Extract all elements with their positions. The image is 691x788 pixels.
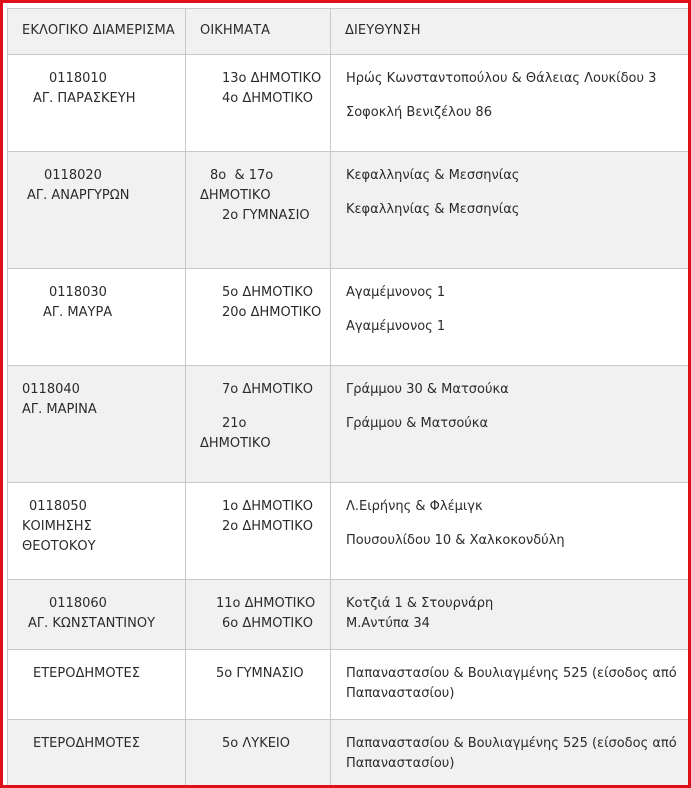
address-cell: [331, 580, 691, 650]
buildings-cell: [186, 269, 331, 366]
district-name: ΑΓ. ΚΩΝΣΤΑΝΤΙΝΟΥ: [28, 616, 156, 631]
address-cell: [331, 55, 691, 152]
building-name: 5ο ΛΥΚΕΙΟ: [222, 736, 290, 751]
address-cell: [331, 366, 691, 483]
district-code: 0118030: [49, 285, 107, 300]
building-name: 5ο ΓΥΜΝΑΣΙΟ: [216, 666, 304, 681]
building-name: ΔΗΜΟΤΙΚΟ: [200, 188, 271, 203]
district-name: ΑΓ. ΜΑΡΙΝΑ: [22, 402, 97, 417]
buildings-cell: [186, 55, 331, 152]
address-cell: [331, 720, 691, 788]
address-cell: [331, 650, 691, 720]
building-name: 1ο ΔΗΜΟΤΙΚΟ: [222, 499, 314, 514]
address-cell: [331, 483, 691, 580]
table-row: [8, 152, 691, 269]
address-line: Κεφαλληνίας & Μεσσηνίας: [346, 168, 520, 183]
table-row: [8, 269, 691, 366]
buildings-cell: [186, 720, 331, 788]
building-name: 8ο & 17ο: [210, 168, 274, 183]
address-line: Λ.Ειρήνης & Φλέμιγκ: [346, 499, 483, 514]
table-row: [8, 483, 691, 580]
address-line: Κοτζιά 1 & Στουρνάρη: [346, 596, 494, 611]
address-line: Γράμμου 30 & Ματσούκα: [346, 382, 509, 397]
building-name: 2ο ΓΥΜΝΑΣΙΟ: [222, 208, 310, 223]
district-name: ΕΤΕΡΟΔΗΜΟΤΕΣ: [33, 666, 140, 681]
building-name: 2ο ΔΗΜΟΤΙΚΟ: [222, 519, 314, 534]
address-cell: [331, 269, 691, 366]
buildings-cell: [186, 580, 331, 650]
district-cell: [8, 152, 186, 269]
table-row: [8, 366, 691, 483]
district-name: ΑΓ. ΠΑΡΑΣΚΕΥΗ: [33, 91, 136, 106]
district-name: ΕΤΕΡΟΔΗΜΟΤΕΣ: [33, 736, 140, 751]
address-cell: [331, 152, 691, 269]
building-name: 5ο ΔΗΜΟΤΙΚΟ: [222, 285, 314, 300]
building-name: 7ο ΔΗΜΟΤΙΚΟ: [222, 382, 314, 397]
district-cell: [8, 580, 186, 650]
address-line: Πουσουλίδου 10 & Χαλκοκονδύλη: [346, 533, 565, 548]
building-name: 4ο ΔΗΜΟΤΙΚΟ: [222, 91, 314, 106]
address-line: Παπαναστασίου & Βουλιαγμένης 525 (είσοδος από Παπαναστασίου): [346, 736, 677, 771]
header-address: ΔΙΕΥΘΥΝΣΗ: [331, 9, 691, 55]
district-cell: [8, 55, 186, 152]
address-line: Παπαναστασίου & Βουλιαγμένης 525 (είσοδος από Παπαναστασίου): [346, 666, 677, 701]
district-cell: [8, 720, 186, 788]
address-line: Σοφοκλή Βενιζέλου 86: [346, 105, 492, 120]
district-name: ΘΕΟΤΟΚΟΥ: [22, 539, 96, 554]
address-line: Αγαμέμνονος 1: [346, 319, 446, 334]
address-line: Αγαμέμνονος 1: [346, 285, 446, 300]
district-cell: [8, 366, 186, 483]
table-row: [8, 55, 691, 152]
district-name: ΑΓ. ΜΑΥΡΑ: [43, 305, 113, 320]
building-name: ΔΗΜΟΤΙΚΟ: [200, 436, 271, 451]
district-code: 0118060: [49, 596, 107, 611]
building-name: 6ο ΔΗΜΟΤΙΚΟ: [222, 616, 314, 631]
table-row: [8, 650, 691, 720]
district-code: 0118050: [29, 499, 87, 514]
table-row: [8, 580, 691, 650]
address-line: Γράμμου & Ματσούκα: [346, 416, 489, 431]
district-name: ΚΟΙΜΗΣΗΣ: [22, 519, 92, 534]
header-buildings: ΟΙΚΗΜΑΤΑ: [186, 9, 331, 55]
building-name: 20ο ΔΗΜΟΤΙΚΟ: [222, 305, 322, 320]
address-line: Μ.Αντύπα 34: [346, 616, 430, 631]
district-cell: [8, 483, 186, 580]
district-cell: [8, 269, 186, 366]
table-header-row: [8, 9, 691, 55]
district-code: 0118040: [22, 382, 80, 397]
buildings-cell: [186, 483, 331, 580]
address-line: Κεφαλληνίας & Μεσσηνίας: [346, 202, 520, 217]
polling-stations-table: [7, 8, 691, 788]
district-code: 0118010: [49, 71, 107, 86]
district-name: ΑΓ. ΑΝΑΡΓΥΡΩΝ: [27, 188, 130, 203]
buildings-cell: [186, 366, 331, 483]
buildings-cell: [186, 650, 331, 720]
header-district: ΕΚΛΟΓΙΚΟ ΔΙΑΜΕΡΙΣΜΑ: [8, 9, 186, 55]
building-name: 11ο ΔΗΜΟΤΙΚΟ: [216, 596, 316, 611]
district-cell: [8, 650, 186, 720]
building-name: 13ο ΔΗΜΟΤΙΚΟ: [222, 71, 322, 86]
district-code: 0118020: [44, 168, 102, 183]
buildings-cell: [186, 152, 331, 269]
table-row: [8, 720, 691, 788]
building-name: 21ο: [222, 416, 247, 431]
address-line: Ηρώς Κωνσταντοπούλου & Θάλειας Λουκίδου 3: [346, 71, 657, 86]
